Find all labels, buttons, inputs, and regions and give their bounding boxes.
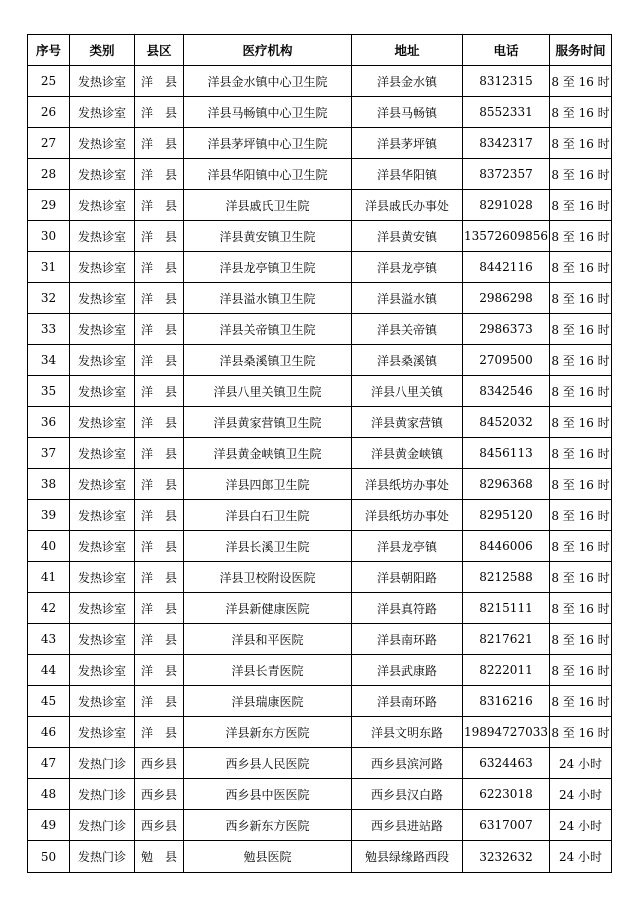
cell-phone: 8295120 [463, 500, 550, 531]
table-row [28, 66, 612, 97]
cell-address: 洋县关帝镇 [352, 314, 463, 345]
cell-category: 发热诊室 [70, 469, 135, 500]
table-row [28, 314, 612, 345]
cell-address: 勉县绿缘路西段 [352, 841, 463, 873]
cell-service-hours: 8 至 16 时 [550, 345, 612, 376]
table-row [28, 810, 612, 841]
cell-category: 发热门诊 [70, 841, 135, 873]
cell-institution: 洋县四郎卫生院 [184, 469, 352, 500]
cell-service-hours: 8 至 16 时 [550, 221, 612, 252]
cell-phone: 8456113 [463, 438, 550, 469]
cell-institution: 洋县茅坪镇中心卫生院 [184, 128, 352, 159]
cell-service-hours: 8 至 16 时 [550, 655, 612, 686]
cell-phone: 8442116 [463, 252, 550, 283]
cell-county: 西乡县 [135, 779, 184, 810]
cell-service-hours: 8 至 16 时 [550, 500, 612, 531]
cell-phone: 8215111 [463, 593, 550, 624]
cell-service-hours: 8 至 16 时 [550, 252, 612, 283]
cell-service-hours: 24 小时 [550, 779, 612, 810]
cell-address: 西乡县进站路 [352, 810, 463, 841]
cell-phone: 8446006 [463, 531, 550, 562]
cell-county: 洋 县 [135, 717, 184, 748]
table-row [28, 159, 612, 190]
cell-county: 洋 县 [135, 376, 184, 407]
cell-index: 38 [28, 469, 70, 500]
cell-category: 发热诊室 [70, 407, 135, 438]
cell-institution: 西乡县中医医院 [184, 779, 352, 810]
header-phone: 电话 [463, 35, 550, 66]
cell-institution: 洋县新健康医院 [184, 593, 352, 624]
cell-category: 发热诊室 [70, 252, 135, 283]
cell-phone: 8212588 [463, 562, 550, 593]
cell-category: 发热诊室 [70, 97, 135, 128]
cell-index: 40 [28, 531, 70, 562]
table-row [28, 438, 612, 469]
cell-institution: 洋县黄家营镇卫生院 [184, 407, 352, 438]
cell-institution: 洋县桑溪镇卫生院 [184, 345, 352, 376]
header-county: 县区 [135, 35, 184, 66]
cell-index: 45 [28, 686, 70, 717]
table-row [28, 407, 612, 438]
cell-address: 洋县龙亭镇 [352, 531, 463, 562]
cell-category: 发热诊室 [70, 717, 135, 748]
cell-institution: 洋县黄安镇卫生院 [184, 221, 352, 252]
cell-index: 28 [28, 159, 70, 190]
cell-service-hours: 8 至 16 时 [550, 407, 612, 438]
cell-institution: 洋县金水镇中心卫生院 [184, 66, 352, 97]
cell-institution: 洋县卫校附设医院 [184, 562, 352, 593]
cell-service-hours: 24 小时 [550, 748, 612, 779]
cell-phone: 8552331 [463, 97, 550, 128]
cell-index: 50 [28, 841, 70, 873]
cell-service-hours: 8 至 16 时 [550, 438, 612, 469]
cell-category: 发热诊室 [70, 190, 135, 221]
table-row [28, 655, 612, 686]
cell-service-hours: 8 至 16 时 [550, 97, 612, 128]
cell-county: 洋 县 [135, 469, 184, 500]
table-row [28, 500, 612, 531]
cell-county: 洋 县 [135, 345, 184, 376]
cell-county: 西乡县 [135, 810, 184, 841]
cell-category: 发热诊室 [70, 500, 135, 531]
cell-institution: 洋县戚氏卫生院 [184, 190, 352, 221]
cell-category: 发热诊室 [70, 655, 135, 686]
header-service-hours: 服务时间 [550, 35, 612, 66]
cell-institution: 洋县关帝镇卫生院 [184, 314, 352, 345]
cell-address: 洋县华阳镇 [352, 159, 463, 190]
cell-address: 洋县八里关镇 [352, 376, 463, 407]
cell-county: 勉 县 [135, 841, 184, 873]
cell-address: 洋县朝阳路 [352, 562, 463, 593]
cell-institution: 西乡新东方医院 [184, 810, 352, 841]
cell-index: 30 [28, 221, 70, 252]
cell-address: 洋县武康路 [352, 655, 463, 686]
cell-category: 发热诊室 [70, 345, 135, 376]
cell-category: 发热诊室 [70, 159, 135, 190]
cell-address: 洋县茅坪镇 [352, 128, 463, 159]
cell-county: 洋 县 [135, 252, 184, 283]
cell-phone: 8452032 [463, 407, 550, 438]
cell-category: 发热诊室 [70, 283, 135, 314]
cell-institution: 洋县新东方医院 [184, 717, 352, 748]
cell-county: 洋 县 [135, 438, 184, 469]
cell-index: 33 [28, 314, 70, 345]
table-row [28, 624, 612, 655]
table-row [28, 221, 612, 252]
cell-phone: 8296368 [463, 469, 550, 500]
cell-county: 洋 县 [135, 500, 184, 531]
cell-county: 洋 县 [135, 531, 184, 562]
cell-institution: 洋县和平医院 [184, 624, 352, 655]
table-row [28, 779, 612, 810]
cell-phone: 13572609856 [463, 221, 550, 252]
cell-phone: 2986373 [463, 314, 550, 345]
header-category: 类别 [70, 35, 135, 66]
cell-county: 洋 县 [135, 624, 184, 655]
cell-address: 洋县南环路 [352, 686, 463, 717]
cell-service-hours: 24 小时 [550, 841, 612, 873]
cell-category: 发热诊室 [70, 624, 135, 655]
cell-county: 洋 县 [135, 97, 184, 128]
cell-address: 洋县戚氏办事处 [352, 190, 463, 221]
cell-institution: 洋县长青医院 [184, 655, 352, 686]
cell-county: 洋 县 [135, 159, 184, 190]
cell-category: 发热诊室 [70, 221, 135, 252]
cell-service-hours: 8 至 16 时 [550, 128, 612, 159]
table-row [28, 841, 612, 873]
cell-county: 洋 县 [135, 655, 184, 686]
cell-county: 洋 县 [135, 66, 184, 97]
cell-address: 洋县纸坊办事处 [352, 500, 463, 531]
cell-county: 洋 县 [135, 593, 184, 624]
cell-county: 洋 县 [135, 686, 184, 717]
cell-county: 洋 县 [135, 407, 184, 438]
cell-phone: 2986298 [463, 283, 550, 314]
cell-institution: 西乡县人民医院 [184, 748, 352, 779]
cell-address: 洋县黄金峡镇 [352, 438, 463, 469]
cell-phone: 6324463 [463, 748, 550, 779]
cell-category: 发热诊室 [70, 314, 135, 345]
cell-service-hours: 24 小时 [550, 810, 612, 841]
cell-service-hours: 8 至 16 时 [550, 283, 612, 314]
cell-index: 31 [28, 252, 70, 283]
cell-category: 发热门诊 [70, 779, 135, 810]
table-row [28, 717, 612, 748]
table-row [28, 686, 612, 717]
cell-phone: 3232632 [463, 841, 550, 873]
cell-index: 29 [28, 190, 70, 221]
cell-service-hours: 8 至 16 时 [550, 190, 612, 221]
cell-county: 洋 县 [135, 314, 184, 345]
cell-phone: 19894727033 [463, 717, 550, 748]
cell-phone: 8342317 [463, 128, 550, 159]
cell-phone: 6317007 [463, 810, 550, 841]
cell-category: 发热门诊 [70, 810, 135, 841]
cell-address: 西乡县汉白路 [352, 779, 463, 810]
cell-phone: 2709500 [463, 345, 550, 376]
cell-address: 洋县金水镇 [352, 66, 463, 97]
cell-index: 46 [28, 717, 70, 748]
cell-phone: 6223018 [463, 779, 550, 810]
cell-institution: 勉县医院 [184, 841, 352, 873]
cell-service-hours: 8 至 16 时 [550, 717, 612, 748]
cell-category: 发热门诊 [70, 748, 135, 779]
cell-address: 洋县龙亭镇 [352, 252, 463, 283]
cell-index: 42 [28, 593, 70, 624]
cell-phone: 8312315 [463, 66, 550, 97]
cell-index: 26 [28, 97, 70, 128]
table-row [28, 748, 612, 779]
cell-county: 洋 县 [135, 283, 184, 314]
cell-institution: 洋县白石卫生院 [184, 500, 352, 531]
header-address: 地址 [352, 35, 463, 66]
cell-category: 发热诊室 [70, 66, 135, 97]
cell-county: 洋 县 [135, 190, 184, 221]
cell-service-hours: 8 至 16 时 [550, 314, 612, 345]
cell-address: 洋县溢水镇 [352, 283, 463, 314]
cell-index: 39 [28, 500, 70, 531]
cell-county: 洋 县 [135, 221, 184, 252]
cell-index: 36 [28, 407, 70, 438]
cell-address: 洋县南环路 [352, 624, 463, 655]
table-row [28, 469, 612, 500]
table-row [28, 97, 612, 128]
cell-service-hours: 8 至 16 时 [550, 66, 612, 97]
cell-index: 44 [28, 655, 70, 686]
fever-clinic-table [27, 34, 612, 873]
table-row [28, 128, 612, 159]
cell-service-hours: 8 至 16 时 [550, 376, 612, 407]
cell-county: 洋 县 [135, 562, 184, 593]
cell-county: 西乡县 [135, 748, 184, 779]
cell-address: 洋县马畅镇 [352, 97, 463, 128]
table-row [28, 562, 612, 593]
cell-service-hours: 8 至 16 时 [550, 624, 612, 655]
cell-address: 洋县黄家营镇 [352, 407, 463, 438]
cell-institution: 洋县长溪卫生院 [184, 531, 352, 562]
cell-address: 西乡县滨河路 [352, 748, 463, 779]
cell-institution: 洋县龙亭镇卫生院 [184, 252, 352, 283]
cell-phone: 8372357 [463, 159, 550, 190]
cell-phone: 8342546 [463, 376, 550, 407]
cell-category: 发热诊室 [70, 376, 135, 407]
cell-index: 25 [28, 66, 70, 97]
table-row [28, 283, 612, 314]
cell-phone: 8316216 [463, 686, 550, 717]
cell-index: 37 [28, 438, 70, 469]
cell-institution: 洋县瑞康医院 [184, 686, 352, 717]
table-row [28, 252, 612, 283]
cell-service-hours: 8 至 16 时 [550, 562, 612, 593]
cell-address: 洋县文明东路 [352, 717, 463, 748]
cell-index: 43 [28, 624, 70, 655]
table-row [28, 345, 612, 376]
cell-index: 34 [28, 345, 70, 376]
cell-category: 发热诊室 [70, 686, 135, 717]
cell-institution: 洋县八里关镇卫生院 [184, 376, 352, 407]
header-institution: 医疗机构 [184, 35, 352, 66]
table-row [28, 593, 612, 624]
cell-service-hours: 8 至 16 时 [550, 686, 612, 717]
cell-institution: 洋县华阳镇中心卫生院 [184, 159, 352, 190]
cell-index: 47 [28, 748, 70, 779]
cell-category: 发热诊室 [70, 593, 135, 624]
cell-category: 发热诊室 [70, 128, 135, 159]
cell-index: 41 [28, 562, 70, 593]
cell-phone: 8217621 [463, 624, 550, 655]
cell-institution: 洋县黄金峡镇卫生院 [184, 438, 352, 469]
header-row [28, 35, 612, 66]
cell-category: 发热诊室 [70, 531, 135, 562]
table-row [28, 190, 612, 221]
cell-phone: 8222011 [463, 655, 550, 686]
cell-address: 洋县纸坊办事处 [352, 469, 463, 500]
cell-county: 洋 县 [135, 128, 184, 159]
cell-institution: 洋县溢水镇卫生院 [184, 283, 352, 314]
cell-service-hours: 8 至 16 时 [550, 159, 612, 190]
cell-address: 洋县黄安镇 [352, 221, 463, 252]
cell-phone: 8291028 [463, 190, 550, 221]
cell-index: 27 [28, 128, 70, 159]
cell-service-hours: 8 至 16 时 [550, 531, 612, 562]
cell-service-hours: 8 至 16 时 [550, 593, 612, 624]
cell-institution: 洋县马畅镇中心卫生院 [184, 97, 352, 128]
cell-address: 洋县真符路 [352, 593, 463, 624]
cell-index: 32 [28, 283, 70, 314]
header-index: 序号 [28, 35, 70, 66]
cell-category: 发热诊室 [70, 438, 135, 469]
table-row [28, 531, 612, 562]
cell-service-hours: 8 至 16 时 [550, 469, 612, 500]
cell-category: 发热诊室 [70, 562, 135, 593]
cell-address: 洋县桑溪镇 [352, 345, 463, 376]
cell-index: 35 [28, 376, 70, 407]
table-row [28, 376, 612, 407]
cell-index: 49 [28, 810, 70, 841]
cell-index: 48 [28, 779, 70, 810]
